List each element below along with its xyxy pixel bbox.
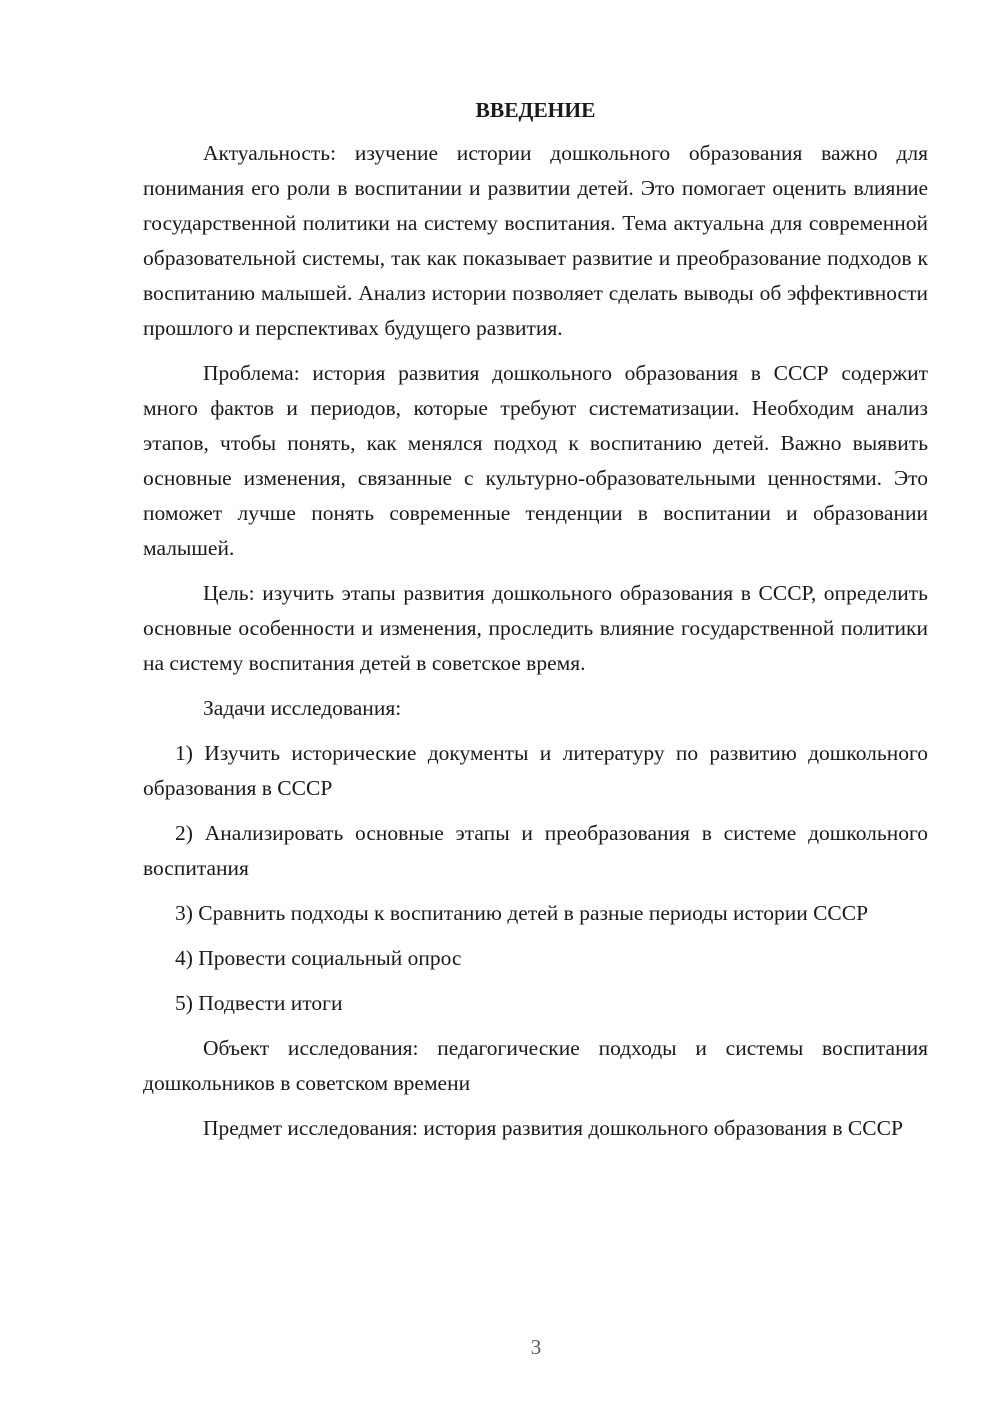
list-item: 4) Провести социальный опрос bbox=[175, 946, 462, 970]
paragraph-goal: Цель: изучить этапы развития дошкольного образования в СССР, определить основные особенности и изменения, проследить влияние государственной политики на систему воспитания детей в советское время. bbox=[143, 581, 928, 675]
tasks-heading: Задачи исследования: bbox=[203, 696, 402, 720]
paragraph-object: Объект исследования: педагогические подходы и системы воспитания дошкольников в советском времени bbox=[143, 1036, 928, 1095]
section-title: ВВЕДЕНИЕ bbox=[475, 98, 596, 122]
list-item: 2) Анализировать основные этапы и преобразования в системе дошкольного воспитания bbox=[143, 821, 928, 880]
page-number: 3 bbox=[530, 1335, 542, 1359]
list-item: 1) Изучить исторические документы и литературу по развитию дошкольного образования в СССР bbox=[143, 741, 928, 800]
list-item: 5) Подвести итоги bbox=[175, 991, 343, 1015]
paragraph-subject: Предмет исследования: история развития дошкольного образования в СССР bbox=[203, 1116, 903, 1140]
paragraph-relevance: Актуальность: изучение истории дошкольного образования важно для понимания его роли в воспитании и развитии детей. Это помогает оценить влияние государственной политики на систему воспитания. Тема актуальна для современной образовательной системы, так как показывает развитие и преобразование подходов к воспитанию малышей. Анализ истории позволяет сделать выводы об эффективности прошлого и перспективах будущего развития. bbox=[143, 141, 928, 340]
tasks-list bbox=[143, 736, 928, 1021]
page-content bbox=[143, 88, 928, 1156]
paragraph-problem: Проблема: история развития дошкольного образования в СССР содержит много фактов и периодов, которые требуют систематизации. Необходим анализ этапов, чтобы понять, как менялся подход к воспитанию детей. Важно выявить основные изменения, связанные с культурно-образовательными ценностями. Это поможет лучше понять современные тенденции в воспитании и образовании малышей. bbox=[143, 361, 928, 560]
list-item: 3) Сравнить подходы к воспитанию детей в разные периоды истории СССР bbox=[175, 901, 869, 925]
